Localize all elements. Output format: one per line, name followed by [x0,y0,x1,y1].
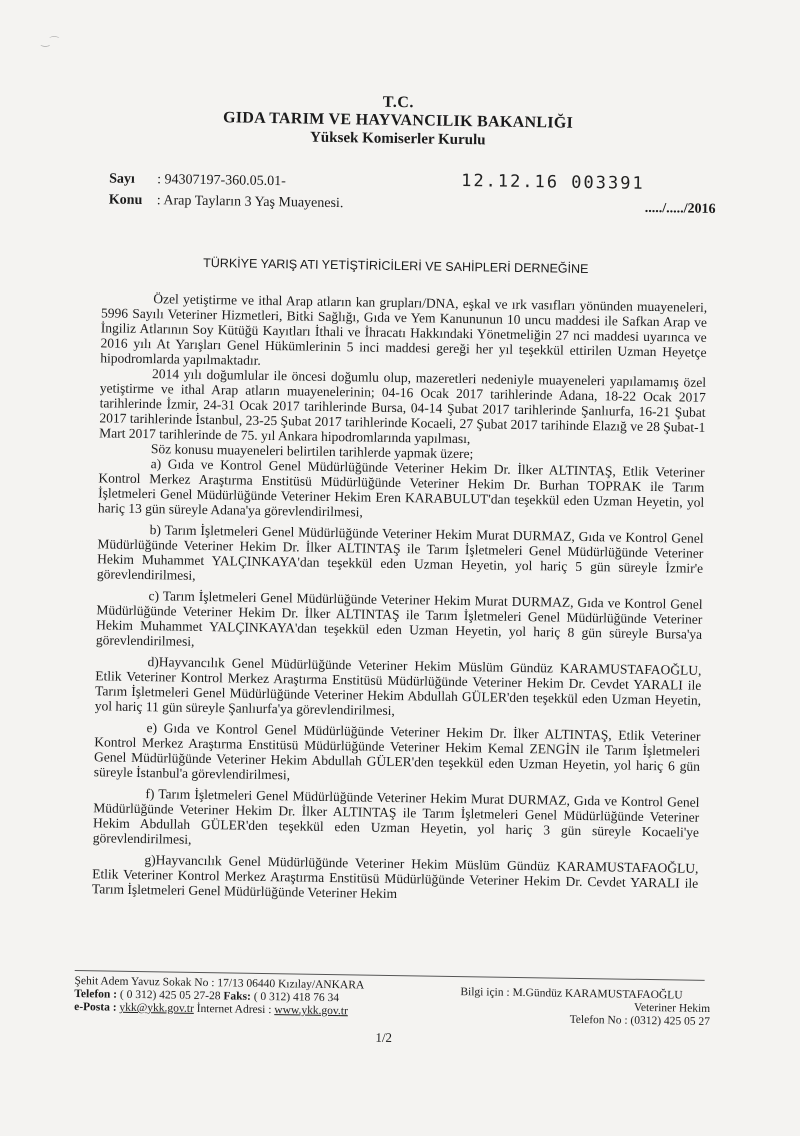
sayi-value: : 94307197-360.05.01- [157,172,286,190]
page-number: 1/2 [375,1029,393,1046]
konu-label: Konu [108,192,143,208]
paragraph-schedule: 2014 yılı doğumlular ile öncesi doğumlu olup, mazeretleri nedeniyle muayeneleri yapılamamış özel yetiştirme ve ithal Arap atların muayenelerinin; 04-16 Ocak 2017 tarihlerinde Adana, 18-22 Ocak 2017 tarihlerinde İzmir, 24-31 Ocak 2017 tarihlerinde Bursa, 04-14 Şubat 2017 tarihlerinde Şanlıurfa, 16-21 Şubat 2017 tarihlerinde İstanbul, 23-25 Şubat 2017 tarihlerinde Kocaeli, 27 Şubat 2017 tarihinde Elazığ ve 28 Şubat-1 Mart 2017 tarihlerinde de 75. yıl Ankara hipodromlarında yapılması, [99,366,707,447]
scan-mark: ‿⌒ [41,36,60,48]
konu-value: : Arap Tayların 3 Yaş Muayenesi. [156,193,344,212]
faks-label: Faks: [223,990,251,1003]
sayi-line [109,171,286,190]
info-phone: Telefon No : (0312) 425 05 27 [569,1013,711,1028]
telefon-value: ( 0 312) 425 05 27-28 [119,988,221,1003]
sayi-label: Sayı [109,171,135,187]
internet-label: İnternet Adresi : [196,1002,272,1017]
internet-link[interactable]: www.ykk.gov.tr [274,1004,348,1018]
document-body [92,290,707,905]
eposta-link[interactable]: ykk@ykk.gov.tr [119,1001,194,1015]
header-board: Yüksek Komiserler Kurulu [309,129,486,149]
registry-stamp: 12.12.16 003391 [461,170,645,194]
footer-address: Şehit Adem Yavuz Sokak No : 17/13 06440 Kızılay/ANKARA [74,975,365,992]
footer-info [460,986,711,1029]
konu-line [109,192,344,212]
list-item-c: c) Tarım İşletmeleri Genel Müdürlüğünde Veteriner Hekim Murat DURMAZ, Gıda ve Kontrol Genel Müdürlüğünde Veteriner Hekim Dr. İlker ALTINTAŞ ile Tarım İşletmeleri Genel Müdürlüğünde Veteriner Hekim Muhammet YALÇINKAYA'dan teşekkül eden Uzman Heyetin, yol hariç 8 gün süreyle Bursa'ya görevlendirilmesi, [95,588,703,649]
list-item-e: e) Gıda ve Kontrol Genel Müdürlüğünde Veteriner Hekim Dr. İlker ALTINTAŞ, Etlik Veteriner Kontrol Merkez Araştırma Enstitüsü Müdürlüğünde Veteriner Hekim Kemal ZENGİN ile Tarım İşletmeleri Genel Müdürlüğünde Veteriner Hekim Abdullah GÜLER'den teşekkül eden Uzman Heyetin, yol hariç 6 gün süreyle İstanbul'a görevlendirilmesi, [93,720,701,783]
paragraph-lead: Söz konusu muayeneleri belirtilen tarihlerde yapmak üzere; [150,441,474,462]
list-item-d: d)Hayvancılık Genel Müdürlüğünde Veteriner Hekim Müslüm Gündüz KARAMUSTAFAOĞLU, Etlik Veteriner Kontrol Merkez Araştırma Enstitüsü Müdürlüğünde Veteriner Hekim Dr. Cevdet YARALI ile Tarım İşletmeleri Genel Müdürlüğünde Veteriner Hekim Abdullah GÜLER'den teşekkül eden Uzman Heyetin, yol hariç 11 gün süreyle Şanlıurfa'ya görevlendirilmesi, [94,654,702,719]
list-item-b: b) Tarım İşletmeleri Genel Müdürlüğünde Veteriner Hekim Murat DURMAZ, Gıda ve Kontrol Genel Müdürlüğünde Veteriner Hekim Dr. İlker ALTINTAŞ ile Tarım İşletmeleri Genel Müdürlüğünde Veteriner Hekim Muhammet YALÇINKAYA'dan teşekkül eden Uzman Heyetin, yol hariç 5 gün süreyle İzmir'e görevlendirilmesi, [96,522,704,583]
list-item-a: a) Gıda ve Kontrol Genel Müdürlüğünde Veteriner Hekim Dr. İlker ALTINTAŞ, Etlik Veteriner Kontrol Merkez Araştırma Enstitüsü Müdürlüğünde Veteriner Hekim Dr. Burhan TOPRAK ile Tarım İşletmeleri Genel Müdürlüğünde Veteriner Hekim Eren KARABULUT'dan teşekkül eden Uzman Heyetin, yol hariç 13 gün süreyle Adana'ya görevlendirilmesi, [97,456,705,520]
footer-contact [74,975,364,1019]
list-item-f: f) Tarım İşletmeleri Genel Müdürlüğünde Veteriner Hekim Murat DURMAZ, Gıda ve Kontrol Genel Müdürlüğünde Veteriner Hekim Dr. İlker ALTINTAŞ ile Tarım İşletmeleri Genel Müdürlüğünde Veteriner Hekim Abdullah GÜLER'den teşekkül eden Uzman Heyetin, yol hariç 3 gün süreyle Kocaeli'ye görevlendirilmesi, [92,786,700,847]
list-item-g: g)Hayvancılık Genel Müdürlüğünde Veteriner Hekim Müslüm Gündüz KARAMUSTAFAOĞLU, Etlik Veteriner Kontrol Merkez Araştırma Enstitüsü Müdürlüğünde Veteriner Hekim Dr. Cevdet YARALI ile Tarım İşletmeleri Genel Müdürlüğünde Veteriner Hekim [91,852,699,902]
document-date: ...../...../2016 [644,200,716,217]
info-title: Veteriner Hekim [633,1001,711,1015]
recipient: TÜRKİYE YARIŞ ATI YETİŞTİRİCİLERİ VE SAHİPLERİ DERNEĞİNE [203,255,589,276]
eposta-label: e-Posta : [74,1001,117,1014]
telefon-label: Telefon : [74,988,118,1001]
info-contact-person: Bilgi için : M.Gündüz KARAMUSTAFAOĞLU [460,986,683,1002]
faks-value: ( 0 312) 418 76 34 [253,990,340,1005]
header-ministry: GIDA TARIM VE HAYVANCILIK BAKANLIĞI [222,109,574,132]
paragraph-intro: Özel yetiştirme ve ithal Arap atların kan grupları/DNA, eşkal ve ırk vasıfları yönünden muayeneleri, 5996 Sayılı Veteriner Hizmetleri, Bitki Sağlığı, Gıda ve Yem Kanununun 10 uncu maddesi ile Safkan Arap ve İngiliz Atlarının Soy Kütüğü Kayıtları İthali ve İhracatı Hakkındaki Yönetmeliğin 27 nci maddesi uyarınca ve 2016 yılı At Yarışları Genel Hükümlerinin 5 inci maddesi gereği her yıl teşekkül ettirilen Uzman Heyetçe hipodromlarda yapılmaktadır. [100,291,708,368]
header-country: T.C. [382,93,415,112]
